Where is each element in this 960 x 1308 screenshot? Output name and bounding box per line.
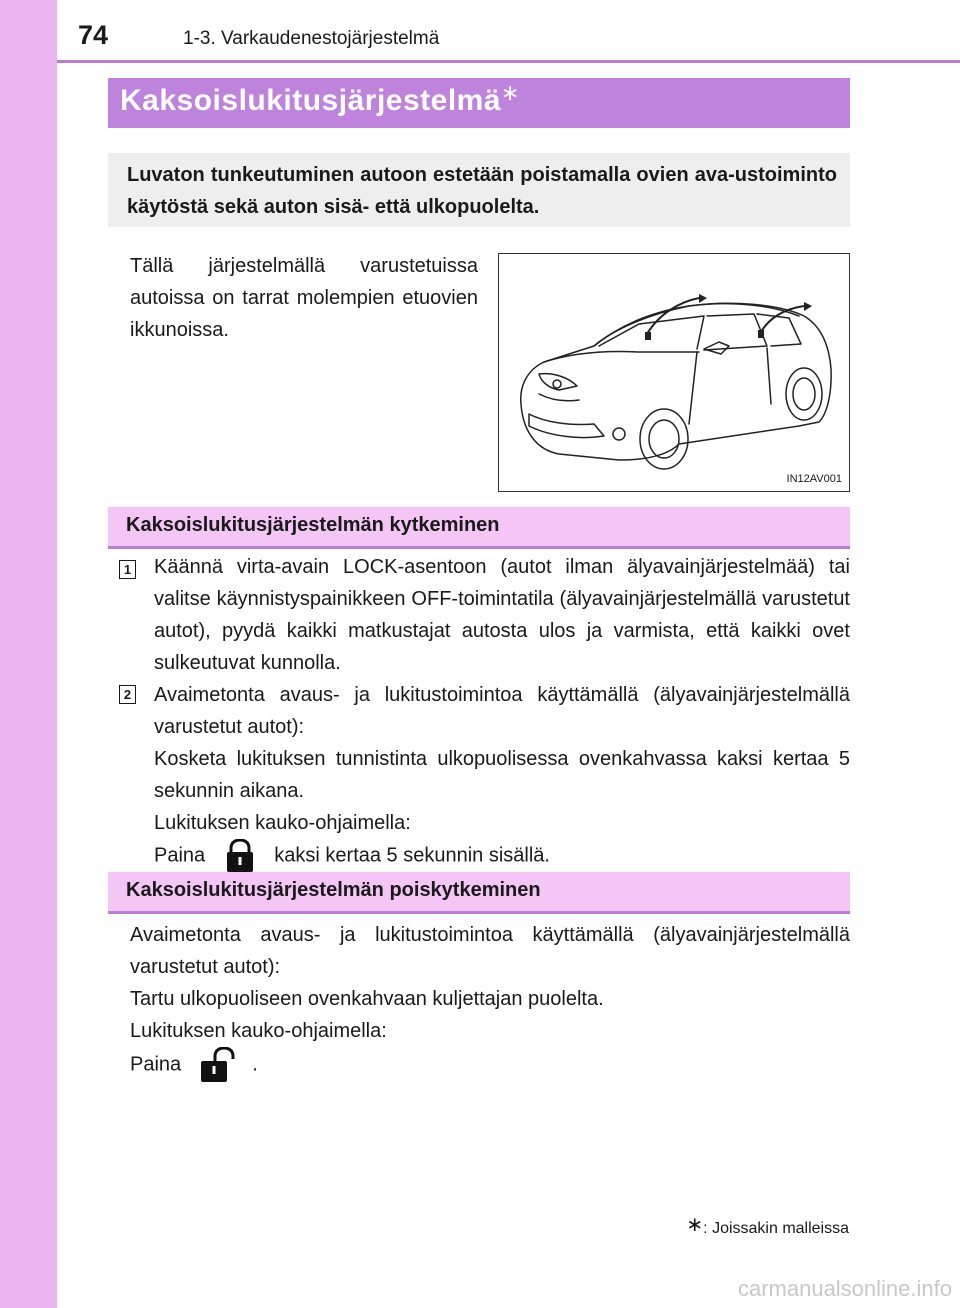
asterisk-marker: ∗ (686, 1214, 704, 1236)
press-line: Paina kaksi kertaa 5 sekunnin sisällä. (154, 839, 850, 873)
watermark: carmanualsonline.info (737, 1276, 952, 1301)
step-text (154, 679, 850, 873)
paragraph (130, 1015, 850, 1083)
car-illustration-icon (499, 254, 849, 491)
step-text: Käännä virta-avain LOCK-asentoon (autot ilman älyavainjärjestelmää) tai valitse käynnistyspainikkeen OFF-toimintatila (älyavainjärjestelmällä varustetut autot), pyydä kaikki matkustajat autosta ulos ja varmista, että kaikki ovet sulkeutuvat kunnolla. (154, 556, 850, 674)
step-line: Kosketa lukituksen tunnistinta ulkopuolisessa ovenkahvassa kaksi kertaa 5 sekunnin aikana. (154, 748, 850, 802)
title-banner (108, 78, 850, 128)
section-heading: Kaksoislukitusjärjestelmän poiskytkeminen (126, 879, 541, 901)
car-figure (498, 253, 850, 492)
header-rule (57, 60, 960, 63)
paragraph (130, 919, 850, 1015)
running-header: 1-3. Varkaudenestojärjestelmä (183, 28, 440, 49)
step-line: Lukituksen kauko-ohjaimella: (154, 812, 411, 834)
paragraph-line: Tartu ulkopuoliseen ovenkahvaan kuljettajan puolelta. (130, 988, 604, 1010)
press-line: Paina . (130, 1047, 850, 1083)
intro-box (108, 153, 850, 227)
step-line: Avaimetonta avaus- ja lukitustoimintoa käyttämällä (älyavainjärjestelmällä varustetut autot): (154, 684, 850, 738)
unlock-icon (187, 1047, 247, 1083)
step-number-box: 2 (119, 685, 136, 704)
paragraph-line: Avaimetonta avaus- ja lukitustoimintoa käyttämällä (älyavainjärjestelmällä varustetut autot): (130, 924, 850, 978)
asterisk-marker: ∗ (501, 80, 520, 105)
section-heading-banner (108, 507, 850, 549)
section-heading-banner (108, 872, 850, 914)
figure-code: IN12AV001 (786, 473, 842, 485)
lock-icon (211, 839, 269, 873)
paragraph-line: Lukituksen kauko-ohjaimella: (130, 1020, 387, 1042)
intro-text: Luvaton tunkeutuminen autoon estetään poistamalla ovien ava-ustoiminto käytöstä sekä auton sisä- että ulkopuolelta. (127, 164, 837, 218)
section-heading: Kaksoislukitusjärjestelmän kytkeminen (126, 514, 500, 536)
page-title: Kaksoislukitusjärjestelmä∗ (120, 80, 520, 117)
page-number: 74 (78, 20, 109, 50)
description-text: Tällä järjestelmällä varustetuissa autoissa on tarrat molempien etuovien ikkunoissa. (130, 255, 478, 341)
step-number-box: 1 (119, 560, 136, 579)
side-tab-strip (0, 0, 57, 1308)
footnote: ∗: Joissakin malleissa (686, 1214, 849, 1237)
